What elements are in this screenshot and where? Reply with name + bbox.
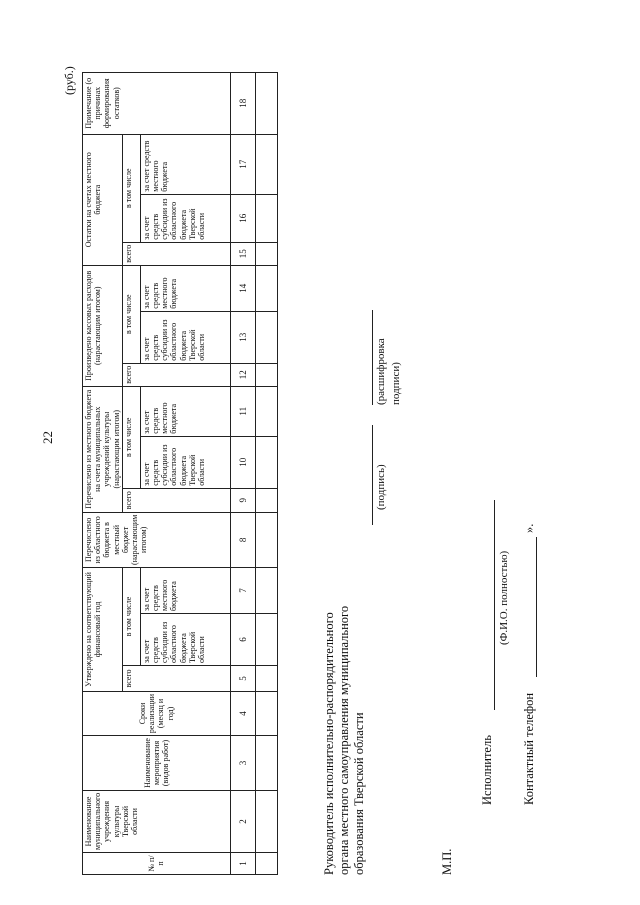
fio-line — [494, 500, 495, 710]
index-cell: 8 — [230, 512, 255, 567]
index-cell: 1 — [230, 853, 255, 875]
th-transferred-regional: Перечислено из областного бюджета в местный бюджет (нарастающим итогом) — [83, 512, 231, 567]
th-local-total: всего — [122, 488, 230, 512]
th-institution: Наименование муниципального учреждения культуры Тверской области — [83, 790, 231, 852]
th-approved-subsidy: за счет средств субсидии из областного бюджета Тверской области — [140, 613, 230, 665]
index-cell: 13 — [230, 311, 255, 363]
th-exp-subsidy: за счет средств субсидии из областного бюджета Тверской области — [140, 311, 230, 363]
unit-label: (руб.) — [62, 66, 76, 95]
th-note: Примечание (о причинах формирования остатков) — [83, 72, 231, 134]
th-deadline: Сроки реализации (месяц и год) — [83, 691, 231, 735]
head-title: Руководитель исполнительно-распорядительного органа местного самоуправления муниципального образования Тверской области — [322, 605, 366, 875]
decode-line — [372, 310, 373, 405]
index-cell: 16 — [230, 194, 255, 242]
th-exp-total: всего — [122, 363, 230, 386]
th-transferred-local: Перечислено из местного бюджета на счета муниципальных учреждений культуры (нарастающим итогом) — [83, 386, 123, 512]
quote-end: ». — [522, 523, 536, 533]
phone-line — [536, 537, 537, 677]
index-cell: 7 — [230, 567, 255, 613]
index-cell: 15 — [230, 242, 255, 265]
th-balance: Остатки на счетах местного бюджета — [83, 134, 123, 265]
th-event: Наименование мероприятия (видов работ) — [83, 736, 231, 791]
decode-label: (расшифровка подписи) — [375, 338, 402, 405]
sign-line — [372, 425, 373, 525]
index-cell: 17 — [230, 134, 255, 194]
index-cell: 9 — [230, 488, 255, 512]
page-number: 22 — [40, 431, 55, 444]
th-local-local: за счет средств местного бюджета — [140, 386, 230, 436]
th-local-subsidy: за счет средств субсидии из областного бюджета Тверской области — [140, 436, 230, 488]
th-bal-subsidy: за счет средств субсидии из областного бюджета Тверской области — [140, 194, 230, 242]
th-approved-total: всего — [122, 665, 230, 691]
th-bal-incl: в том числе — [122, 134, 140, 242]
index-cell: 5 — [230, 665, 255, 691]
th-approved-incl: в том числе — [122, 567, 140, 665]
th-approved: Утверждено на соответствующий финансовый год — [83, 567, 123, 691]
sign-label: (подпись) — [375, 464, 387, 510]
th-expenses: Произведено кассовых расходов (нарастающим итогом) — [83, 265, 123, 386]
index-cell: 11 — [230, 386, 255, 436]
mp-label: М.П. — [440, 848, 454, 875]
th-exp-incl: в том числе — [122, 265, 140, 363]
index-cell: 3 — [230, 736, 255, 791]
fio-label: (Ф.И.О. полностью) — [498, 550, 510, 645]
th-bal-local: за счет средств местного бюджета — [140, 134, 230, 194]
phone-label: Контактный телефон — [522, 692, 536, 805]
index-cell: 2 — [230, 790, 255, 852]
index-cell: 18 — [230, 72, 255, 134]
index-row — [230, 72, 255, 874]
th-exp-local: за счет средств местного бюджета — [140, 265, 230, 311]
th-bal-total: всего — [122, 242, 230, 265]
th-num: № п/п — [83, 853, 231, 875]
empty-row — [255, 72, 277, 874]
index-cell: 10 — [230, 436, 255, 488]
index-cell: 6 — [230, 613, 255, 665]
index-cell: 12 — [230, 363, 255, 386]
th-approved-local: за счет средств местного бюджета — [140, 567, 230, 613]
th-local-incl: в том числе — [122, 386, 140, 488]
executor-label: Исполнитель — [480, 735, 494, 805]
index-cell: 4 — [230, 691, 255, 735]
index-cell: 14 — [230, 265, 255, 311]
report-table — [82, 72, 278, 875]
